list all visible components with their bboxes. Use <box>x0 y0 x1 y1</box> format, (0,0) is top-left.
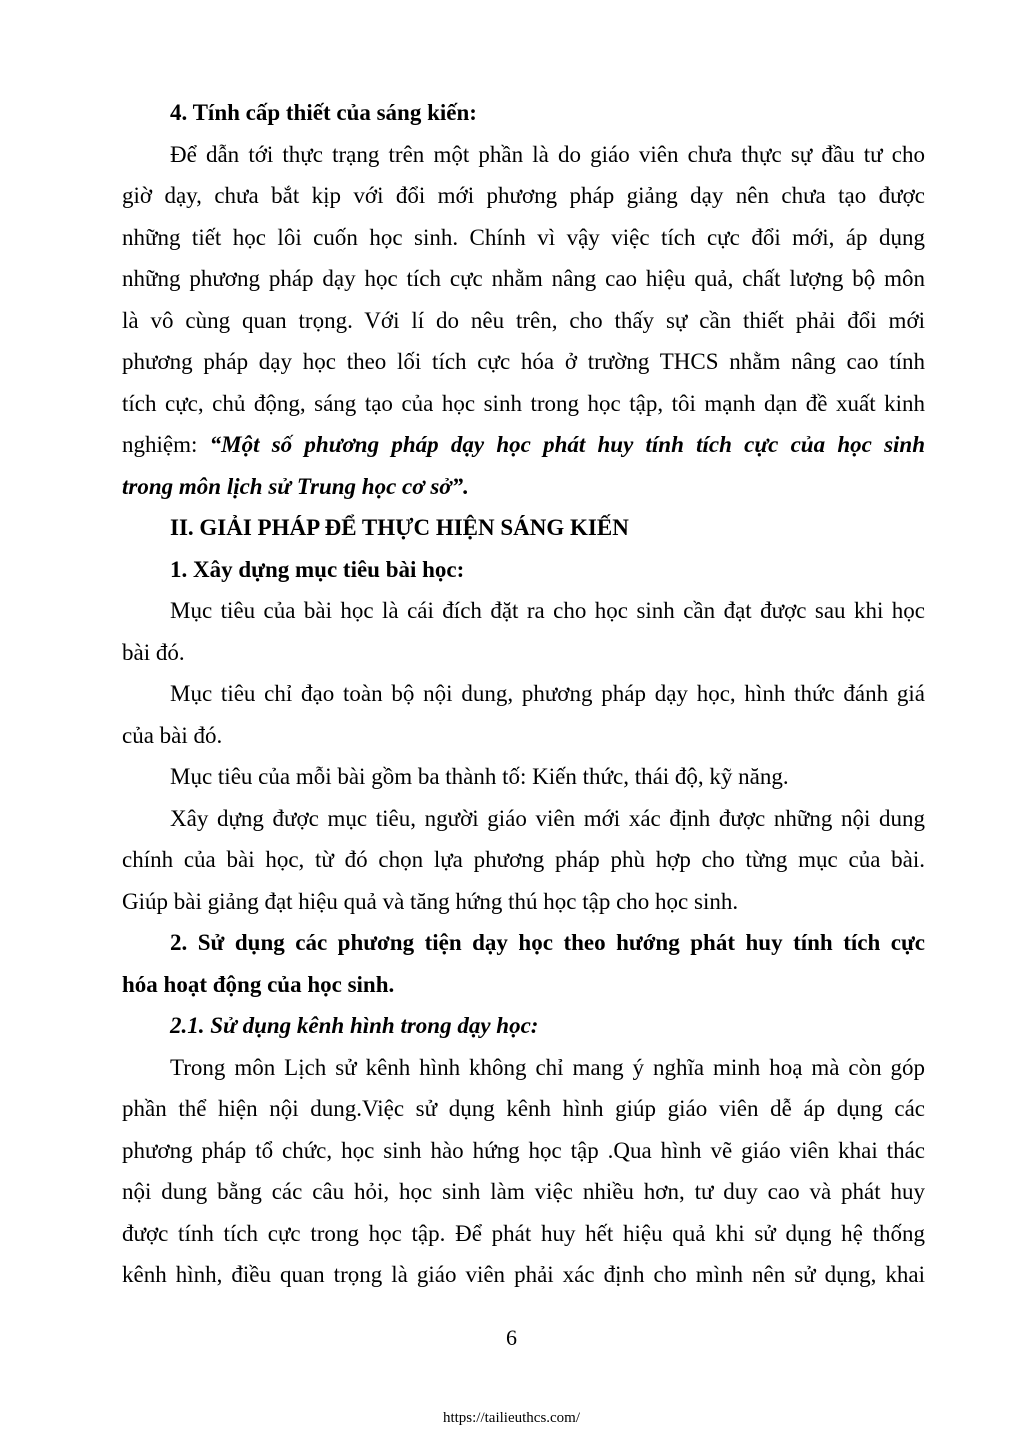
paragraph-line: giờ dạy, chưa bắt kịp với đổi mới phương pháp giảng dạy nên chưa tạo được <box>122 183 925 208</box>
paragraph-line: những tiết học lôi cuốn học sinh. Chính vì vậy việc tích cực đổi mới, áp dụng <box>122 224 925 250</box>
paragraph-line: Xây dựng được mục tiêu, người giáo viên mới xác định được những nội dung <box>170 805 925 831</box>
paragraph-line: Giúp bài giảng đạt hiệu quả và tăng hứng thú học tập cho học sinh. <box>122 888 739 914</box>
subsection-2-heading: 2. Sử dụng các phương tiện dạy học theo hướng phát huy tính tích cực <box>170 930 925 955</box>
paragraph-line: phương pháp dạy học theo lối tích cực hóa ở trường THCS nhằm nâng cao tính <box>122 349 925 374</box>
paragraph-line: Trong môn Lịch sử kênh hình không chỉ mang ý nghĩa minh hoạ mà còn góp <box>170 1054 925 1080</box>
paragraph-line: của bài đó. <box>122 722 223 748</box>
subsection-2-1-heading: 2.1. Sử dụng kênh hình trong dạy học: <box>170 1013 539 1038</box>
paragraph-line: được tính tích cực trong học tập. Để phát huy hết hiệu quả khi sử dụng hệ thống <box>122 1220 925 1246</box>
paragraph-line: phương pháp tổ chức, học sinh hào hứng học tập .Qua hình vẽ giáo viên khai thác <box>122 1137 925 1163</box>
paragraph-line: chính của bài học, từ đó chọn lựa phương pháp phù hợp cho từng mục của bài. <box>122 847 925 872</box>
paragraph-line: là vô cùng quan trọng. Với lí do nêu trên, cho thấy sự cần thiết phải đổi mới <box>122 307 925 333</box>
page-number: 6 <box>506 1325 517 1350</box>
initiative-title-end: trong môn lịch sử Trung học cơ sở”. <box>122 473 469 499</box>
subsection-2-heading-end: hóa hoạt động của học sinh. <box>122 971 395 997</box>
section-4-heading: 4. Tính cấp thiết của sáng kiến: <box>170 100 477 125</box>
paragraph-prefix: nghiệm: <box>122 432 210 457</box>
initiative-title: “Một số phương pháp dạy học phát huy tính tích cực của học sinh <box>209 432 925 457</box>
paragraph-line: nội dung bằng các câu hỏi, học sinh làm việc nhiều hơn, tư duy cao và phát huy <box>122 1179 925 1204</box>
paragraph-line: Để dẫn tới thực trạng trên một phần là do giáo viên chưa thực sự đầu tư cho <box>170 141 925 167</box>
paragraph-line: những phương pháp dạy học tích cực nhằm nâng cao hiệu quả, chất lượng bộ môn <box>122 266 925 291</box>
subsection-1-heading: 1. Xây dựng mục tiêu bài học: <box>170 556 465 582</box>
part-2-heading: II. GIẢI PHÁP ĐỂ THỰC HIỆN SÁNG KIẾN <box>170 515 629 540</box>
paragraph-line: Mục tiêu của mỗi bài gồm ba thành tố: Kiến thức, thái độ, kỹ năng. <box>170 764 789 789</box>
paragraph-line <box>122 424 925 466</box>
paragraph-line: phần thể hiện nội dung.Việc sử dụng kênh hình giúp giáo viên dễ áp dụng các <box>122 1096 925 1121</box>
document-body <box>122 92 925 1296</box>
paragraph-line: tích cực, chủ động, sáng tạo của học sinh trong học tập, tôi mạnh dạn đề xuất kinh <box>122 390 925 416</box>
paragraph-line: bài đó. <box>122 639 185 665</box>
paragraph-line: kênh hình, điều quan trọng là giáo viên phải xác định cho mình nên sử dụng, khai <box>122 1262 925 1287</box>
footer-url[interactable]: https://tailieuthcs.com/ <box>442 1410 581 1426</box>
paragraph-line: Mục tiêu chỉ đạo toàn bộ nội dung, phương pháp dạy học, hình thức đánh giá <box>170 681 925 706</box>
paragraph-line: Mục tiêu của bài học là cái đích đặt ra cho học sinh cần đạt được sau khi học <box>170 598 925 623</box>
